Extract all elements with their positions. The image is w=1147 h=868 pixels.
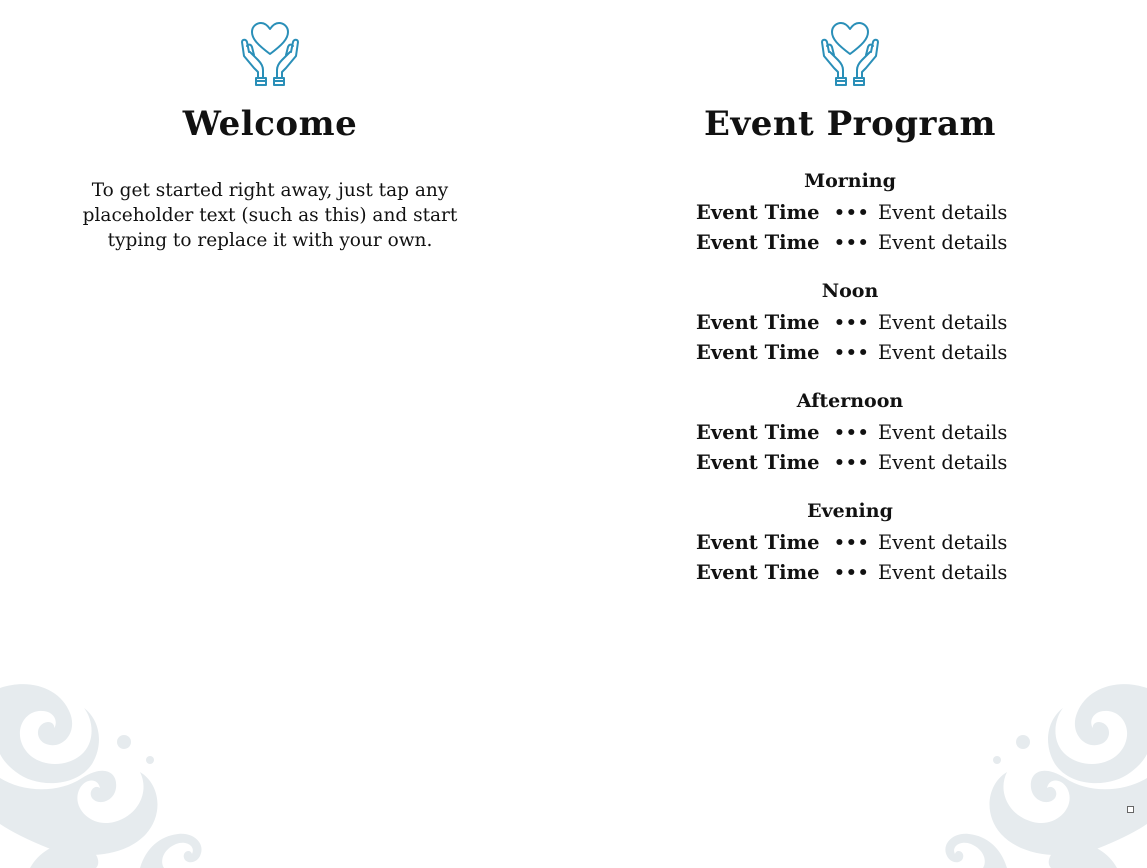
section-title[interactable]: Evening [807,500,893,522]
section-noon [580,278,1120,368]
hands-holding-heart-icon [236,20,304,88]
event-details[interactable]: Event details [878,231,1008,254]
event-details[interactable]: Event details [878,201,1008,224]
event-details[interactable]: Event details [878,531,1008,554]
separator-dots: ••• [834,533,870,553]
event-time[interactable]: Event Time [696,451,820,474]
event-details[interactable]: Event details [878,341,1008,364]
resize-handle[interactable] [1127,806,1134,813]
section-title[interactable]: Morning [804,170,896,192]
event-row [580,338,1120,368]
event-row [580,528,1120,558]
event-row [580,308,1120,338]
event-time[interactable]: Event Time [696,201,820,224]
program-list [580,168,1120,608]
event-row [580,558,1120,588]
separator-dots: ••• [834,453,870,473]
separator-dots: ••• [834,203,870,223]
event-time[interactable]: Event Time [696,311,820,334]
separator-dots: ••• [834,563,870,583]
separator-dots: ••• [834,343,870,363]
separator-dots: ••• [834,313,870,333]
section-title[interactable]: Afternoon [796,390,904,412]
event-details[interactable]: Event details [878,451,1008,474]
event-time[interactable]: Event Time [696,231,820,254]
event-details[interactable]: Event details [878,561,1008,584]
event-row [580,198,1120,228]
event-row [580,228,1120,258]
event-row [580,448,1120,478]
section-evening [580,498,1120,588]
corner-flourish-decoration [927,668,1147,868]
program-title: Event Program [704,104,996,144]
welcome-text[interactable]: To get started right away, just tap any placeholder text (such as this) and start typing to replace it with your own. [82,180,458,251]
event-details[interactable]: Event details [878,421,1008,444]
corner-flourish-decoration [0,668,220,868]
section-morning [580,168,1120,258]
event-time[interactable]: Event Time [696,421,820,444]
separator-dots: ••• [834,233,870,253]
separator-dots: ••• [834,423,870,443]
event-time[interactable]: Event Time [696,341,820,364]
event-details[interactable]: Event details [878,311,1008,334]
hands-holding-heart-icon [816,20,884,88]
event-row [580,418,1120,448]
event-time[interactable]: Event Time [696,531,820,554]
section-afternoon [580,388,1120,478]
event-time[interactable]: Event Time [696,561,820,584]
section-title[interactable]: Noon [821,280,879,302]
welcome-title: Welcome [182,104,358,144]
